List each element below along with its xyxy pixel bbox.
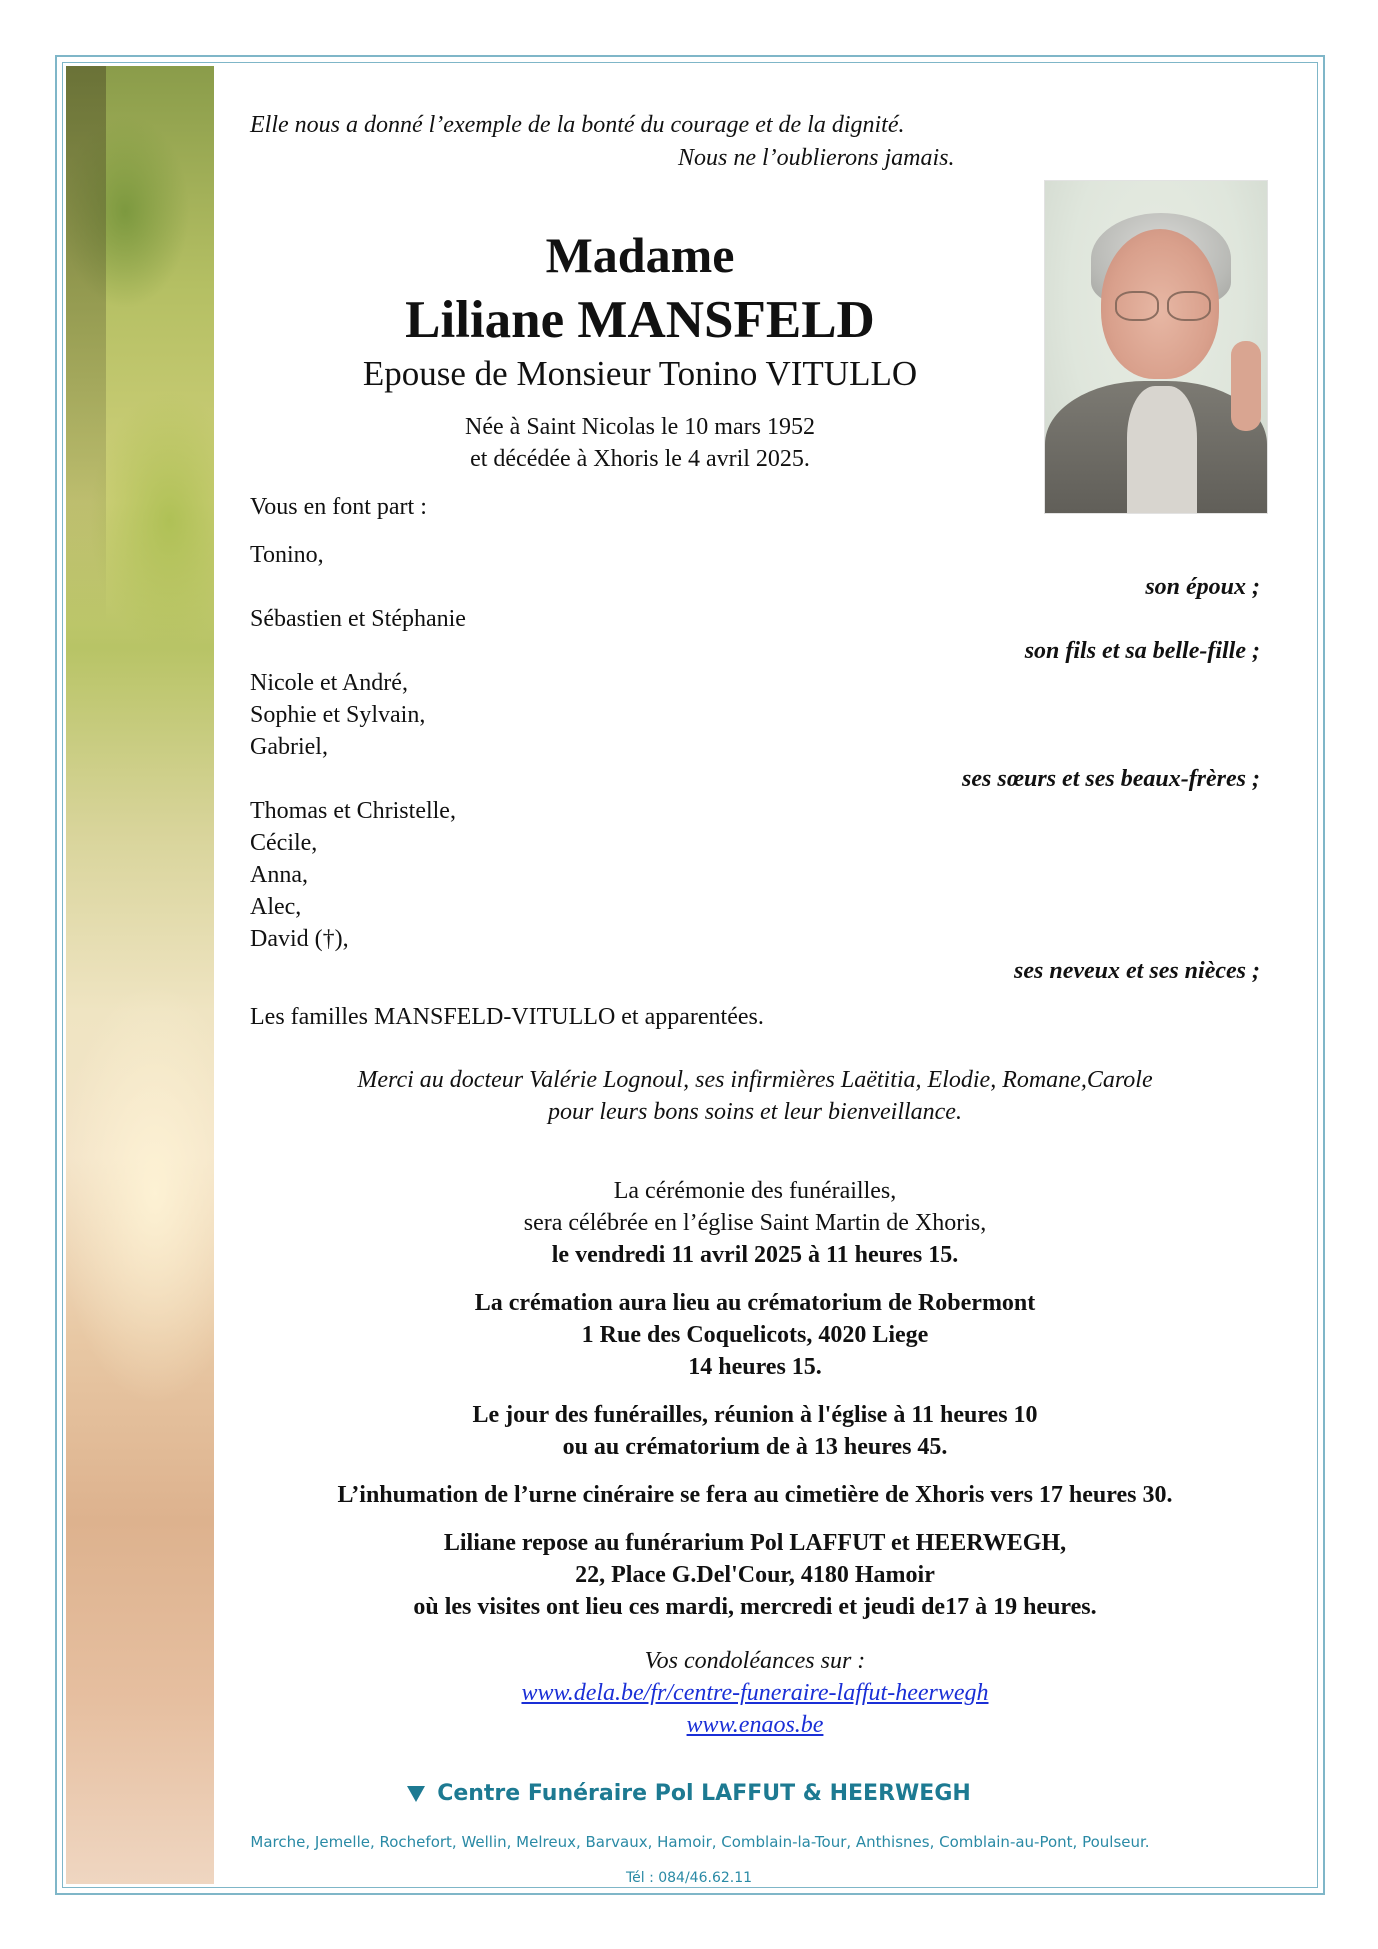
family-name-sebastien: Sébastien et Stéphanie bbox=[250, 606, 466, 632]
ceremony-date: le vendredi 11 avril 2025 à 11 heures 15. bbox=[551, 1242, 959, 1268]
burial-line: L’inhumation de l’urne cinéraire se fera au cimetière de Xhoris vers 17 heures 30. bbox=[337, 1482, 1173, 1508]
honorific: Madame bbox=[545, 227, 735, 283]
company-logo bbox=[0, 1781, 1378, 1806]
cremation-time: 14 heures 15. bbox=[688, 1354, 822, 1380]
family-name-sophie: Sophie et Sylvain, bbox=[250, 702, 426, 728]
relation-spouse: son époux ; bbox=[1145, 574, 1260, 600]
raised-hand bbox=[1231, 341, 1261, 431]
family-name-gabriel: Gabriel, bbox=[250, 734, 328, 760]
cremation-line-1: La crémation aura lieu au crématorium de Robermont bbox=[474, 1290, 1036, 1316]
relation-nephews: ses neveux et ses nièces ; bbox=[1014, 958, 1260, 984]
condolences-link-dela[interactable]: www.dela.be/fr/centre-funeraire-laffut-heerwegh bbox=[521, 1680, 989, 1706]
meeting-line-1: Le jour des funérailles, réunion à l'église à 11 heures 10 bbox=[472, 1402, 1038, 1428]
condolences-link-enaos[interactable]: www.enaos.be bbox=[686, 1712, 824, 1738]
quote-line-1: Elle nous a donné l’exemple de la bonté du courage et de la dignité. bbox=[250, 112, 905, 138]
family-name-david: David (†), bbox=[250, 926, 349, 952]
announce-intro: Vous en font part : bbox=[250, 494, 427, 520]
birth-line: Née à Saint Nicolas le 10 mars 1952 bbox=[465, 414, 815, 440]
families-line: Les familles MANSFELD-VITULLO et apparentées. bbox=[250, 1004, 764, 1030]
family-name-anna: Anna, bbox=[250, 862, 308, 888]
company-cities: Marche, Jemelle, Rochefort, Wellin, Melreux, Barvaux, Hamoir, Comblain-la-Tour, Anthisnes, Comblain-au-Pont, Poulseur. bbox=[250, 1833, 1150, 1851]
shirt bbox=[1127, 386, 1197, 514]
company-phone: Tél : 084/46.62.11 bbox=[625, 1870, 753, 1886]
glasses bbox=[1115, 291, 1211, 319]
relation-sisters: ses sœurs et ses beaux-frères ; bbox=[962, 766, 1260, 792]
triangle-logo-icon bbox=[407, 1786, 425, 1802]
rest-address: 22, Place G.Del'Cour, 4180 Hamoir bbox=[575, 1562, 935, 1588]
deceased-name: Liliane MANSFELD bbox=[405, 291, 875, 349]
spouse-line: Epouse de Monsieur Tonino VITULLO bbox=[362, 354, 918, 393]
family-name-nicole: Nicole et André, bbox=[250, 670, 408, 696]
family-name-thomas: Thomas et Christelle, bbox=[250, 798, 456, 824]
quote-line-2: Nous ne l’oublierons jamais. bbox=[678, 145, 955, 171]
thanks-line-1: Merci au docteur Valérie Lognoul, ses infirmières Laëtitia, Elodie, Romane,Carole bbox=[357, 1067, 1153, 1093]
thanks-line-2: pour leurs bons soins et leur bienveillance. bbox=[548, 1099, 962, 1125]
relation-son: son fils et sa belle-fille ; bbox=[1024, 638, 1260, 664]
rest-line-1: Liliane repose au funérarium Pol LAFFUT et HEERWEGH, bbox=[443, 1530, 1067, 1556]
tree-trunk-shade bbox=[66, 66, 106, 626]
ceremony-line-2: sera célébrée en l’église Saint Martin de Xhoris, bbox=[523, 1210, 987, 1236]
meeting-line-2: ou au crématorium de à 13 heures 45. bbox=[562, 1434, 948, 1460]
condolences-label: Vos condoléances sur : bbox=[644, 1648, 866, 1674]
death-line: et décédée à Xhoris le 4 avril 2025. bbox=[470, 446, 810, 472]
family-name-cecile: Cécile, bbox=[250, 830, 318, 856]
family-name-tonino: Tonino, bbox=[250, 542, 324, 568]
ceremony-line-1: La cérémonie des funérailles, bbox=[613, 1178, 897, 1204]
family-name-alec: Alec, bbox=[250, 894, 302, 920]
portrait-photo bbox=[1044, 180, 1268, 514]
company-name: Centre Funéraire Pol LAFFUT & HEERWEGH bbox=[437, 1781, 971, 1806]
rest-visits: où les visites ont lieu ces mardi, mercredi et jeudi de17 à 19 heures. bbox=[413, 1594, 1097, 1620]
cremation-address: 1 Rue des Coquelicots, 4020 Liege bbox=[581, 1322, 929, 1348]
